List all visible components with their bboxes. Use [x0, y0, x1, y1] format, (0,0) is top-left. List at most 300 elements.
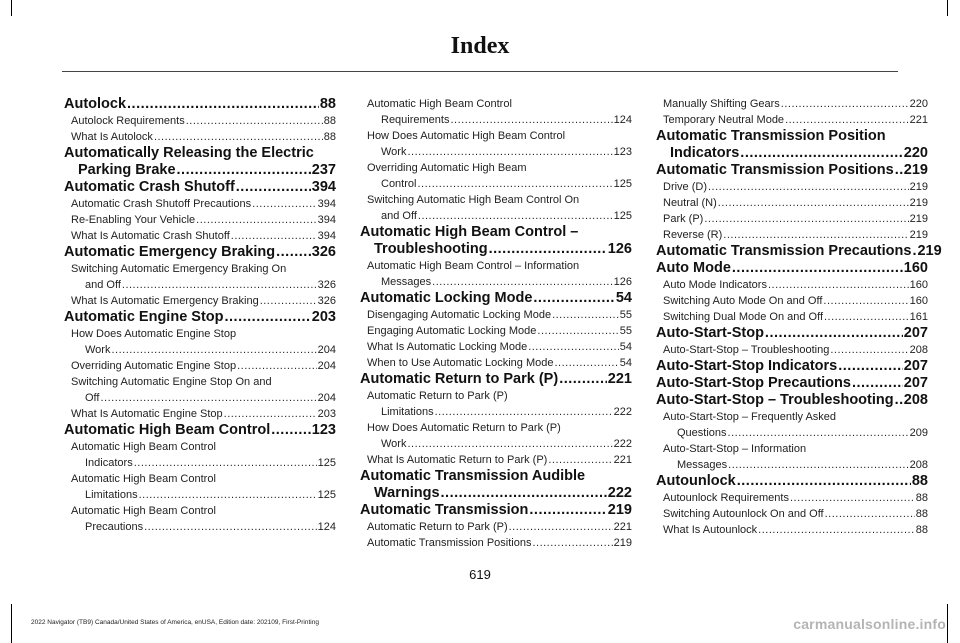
- entry-text: Auto-Start-Stop: [656, 325, 764, 341]
- index-subentry: [64, 212, 336, 228]
- index-heading: [656, 358, 928, 375]
- entry-page: 160: [903, 260, 928, 276]
- entry-line: [64, 96, 336, 113]
- dot-leader: [548, 452, 612, 468]
- index-subentry: [656, 277, 928, 293]
- entry-text: Automatic Return to Park (P): [360, 371, 559, 387]
- entry-page: 220: [909, 98, 928, 110]
- index-heading: [360, 468, 632, 502]
- dot-leader: [912, 243, 916, 260]
- entry-page: 222: [607, 485, 632, 501]
- index-subentry: [360, 258, 632, 290]
- index-subentry: [360, 339, 632, 355]
- entry-line: [663, 425, 928, 441]
- index-heading: [64, 244, 336, 261]
- dot-leader: [489, 241, 607, 258]
- entry-line: [663, 96, 928, 112]
- header-rule: [62, 71, 898, 72]
- entry-line: [360, 241, 632, 258]
- entry-text: Limitations: [85, 489, 138, 501]
- entry-first-line: Overriding Automatic High Beam: [367, 162, 527, 174]
- dot-leader: [768, 277, 909, 293]
- entry-text: Autolock: [64, 96, 127, 112]
- entry-line: [663, 342, 928, 358]
- index-subentry: [360, 420, 632, 452]
- entry-line: [64, 309, 336, 326]
- entry-text: Manually Shifting Gears: [663, 98, 780, 110]
- entry-page: 221: [607, 371, 632, 387]
- entry-page: 125: [317, 457, 336, 469]
- entry-text: Auto Mode Indicators: [663, 279, 767, 291]
- entry-line: [663, 179, 928, 195]
- entry-line: [71, 196, 336, 212]
- index-subentry: [656, 309, 928, 325]
- entry-text: Precautions: [85, 521, 144, 533]
- entry-line: [656, 392, 928, 409]
- dot-leader: [895, 392, 903, 409]
- index-subentry: [656, 441, 928, 473]
- entry-line: [367, 208, 632, 224]
- entry-page: 124: [613, 114, 632, 126]
- entry-line: [663, 309, 928, 325]
- entry-line: [367, 339, 632, 355]
- entry-first-line: Auto-Start-Stop – Information: [663, 443, 807, 455]
- watermark: carmanualsonline.info: [793, 616, 946, 632]
- entry-line: [360, 485, 632, 502]
- entry-line: [360, 371, 632, 388]
- dot-leader: [111, 342, 316, 358]
- entry-page: 126: [607, 241, 632, 257]
- entry-first-line: Automatically Releasing the Electric: [64, 145, 314, 161]
- entry-first-line: Switching Automatic Emergency Braking On: [71, 263, 287, 275]
- entry-page: 207: [903, 325, 928, 341]
- entry-text: Temporary Neutral Mode: [663, 114, 785, 126]
- dot-leader: [758, 522, 915, 538]
- entry-page: 208: [903, 392, 928, 408]
- dot-leader: [450, 112, 612, 128]
- index-heading: [656, 128, 928, 162]
- index-subentry: [360, 323, 632, 339]
- entry-page: 222: [613, 438, 632, 450]
- entry-line: [64, 244, 336, 261]
- entry-text: Engaging Automatic Locking Mode: [367, 325, 537, 337]
- entry-page: 208: [909, 459, 928, 471]
- entry-line: [71, 342, 336, 358]
- entry-page: 204: [317, 360, 336, 372]
- index-subentry: [64, 196, 336, 212]
- entry-page: 88: [915, 524, 928, 536]
- dot-leader: [708, 179, 909, 195]
- entry-line: [663, 227, 928, 243]
- index-heading: [656, 162, 928, 179]
- dot-leader: [252, 196, 316, 212]
- entry-page: 207: [903, 358, 928, 374]
- entry-text: Overriding Automatic Engine Stop: [71, 360, 237, 372]
- entry-first-line: Automatic Transmission Audible: [360, 468, 586, 484]
- entry-page: 161: [909, 311, 928, 323]
- dot-leader: [134, 455, 317, 471]
- entry-text: Neutral (N): [663, 197, 717, 209]
- dot-leader: [781, 96, 909, 112]
- entry-page: 125: [317, 489, 336, 501]
- entry-text: Limitations: [381, 406, 434, 418]
- entry-page: 160: [909, 295, 928, 307]
- entry-page: 55: [619, 325, 632, 337]
- entry-page: 219: [909, 181, 928, 193]
- dot-leader: [224, 406, 317, 422]
- index-heading: [64, 422, 336, 439]
- entry-page: 208: [909, 344, 928, 356]
- entry-line: [656, 358, 928, 375]
- entry-line: [367, 404, 632, 420]
- index-subentry: [360, 452, 632, 468]
- index-subentry: [656, 342, 928, 358]
- entry-text: Indicators: [670, 145, 740, 161]
- entry-page: 203: [317, 408, 336, 420]
- entry-text: Automatic Transmission Positions: [656, 162, 894, 178]
- dot-leader: [260, 293, 317, 309]
- entry-text: Messages: [381, 276, 432, 288]
- page-number: 619: [469, 567, 491, 582]
- index-subentry: [64, 293, 336, 309]
- index-heading: [64, 96, 336, 113]
- entry-text: Switching Dual Mode On and Off: [663, 311, 823, 323]
- entry-text: Work: [85, 344, 111, 356]
- index-subentry: [656, 227, 928, 243]
- entry-line: [656, 260, 928, 277]
- entry-page: 125: [613, 210, 632, 222]
- dot-leader: [407, 436, 612, 452]
- index-subentry: [360, 192, 632, 224]
- entry-line: [367, 176, 632, 192]
- entry-line: [64, 162, 336, 179]
- index-subentry: [64, 228, 336, 244]
- entry-page: 54: [615, 290, 632, 306]
- index-heading: [656, 375, 928, 392]
- dot-leader: [852, 375, 903, 392]
- entry-text: Work: [381, 438, 407, 450]
- entry-text: Automatic Engine Stop: [64, 309, 224, 325]
- index-heading: [656, 243, 942, 260]
- index-subentry: [656, 490, 928, 506]
- dot-leader: [127, 96, 319, 113]
- entry-page: 219: [909, 197, 928, 209]
- entry-line: [367, 323, 632, 339]
- entry-text: Park (P): [663, 213, 704, 225]
- entry-line: [663, 211, 928, 227]
- index-subentry: [656, 506, 928, 522]
- index-heading: [360, 224, 632, 258]
- index-subentry: [64, 503, 336, 535]
- entry-page: 126: [613, 276, 632, 288]
- dot-leader: [231, 228, 317, 244]
- entry-page: 54: [619, 341, 632, 353]
- dot-leader: [554, 355, 618, 371]
- entry-line: [71, 455, 336, 471]
- entry-line: [656, 243, 942, 260]
- index-subentry: [64, 374, 336, 406]
- entry-text: Troubleshooting: [374, 241, 488, 257]
- entry-first-line: Automatic Transmission Position: [656, 128, 886, 144]
- entry-line: [71, 113, 336, 129]
- entry-line: [663, 112, 928, 128]
- entry-page: 124: [317, 521, 336, 533]
- entry-line: [71, 212, 336, 228]
- entry-text: Re-Enabling Your Vehicle: [71, 214, 196, 226]
- entry-line: [71, 406, 336, 422]
- index-heading: [656, 392, 928, 409]
- dot-leader: [177, 162, 311, 179]
- entry-page: 221: [909, 114, 928, 126]
- entry-line: [656, 145, 928, 162]
- entry-first-line: How Does Automatic Engine Stop: [71, 328, 237, 340]
- entry-page: 219: [909, 213, 928, 225]
- entry-first-line: Automatic High Beam Control: [71, 505, 216, 517]
- entry-page: 203: [311, 309, 336, 325]
- entry-page: 219: [903, 162, 928, 178]
- entry-line: [64, 179, 336, 196]
- entry-line: [367, 535, 632, 551]
- entry-first-line: Automatic High Beam Control: [71, 441, 216, 453]
- page-title: Index: [450, 33, 510, 59]
- entry-line: [64, 422, 336, 439]
- entry-first-line: How Does Automatic Return to Park (P): [367, 422, 561, 434]
- entry-text: Messages: [677, 459, 728, 471]
- entry-page: 125: [613, 178, 632, 190]
- crop-mark-bottom-left: [11, 604, 12, 643]
- entry-text: Indicators: [85, 457, 133, 469]
- entry-line: [656, 375, 928, 392]
- entry-page: 222: [613, 406, 632, 418]
- index-subentry: [64, 326, 336, 358]
- entry-first-line: Auto-Start-Stop – Frequently Asked: [663, 411, 837, 423]
- entry-text: Auto-Start-Stop – Troubleshooting: [663, 344, 830, 356]
- entry-page: 88: [319, 96, 336, 112]
- entry-line: [656, 473, 928, 490]
- entry-first-line: How Does Automatic High Beam Control: [367, 130, 566, 142]
- entry-text: Switching Autounlock On and Off: [663, 508, 824, 520]
- entry-text: What Is Automatic Engine Stop: [71, 408, 223, 420]
- dot-leader: [532, 535, 612, 551]
- entry-text: Automatic Transmission Positions: [367, 537, 532, 549]
- entry-text: Parking Brake: [78, 162, 176, 178]
- entry-line: [663, 195, 928, 211]
- entry-line: [367, 274, 632, 290]
- index-subentry: [656, 293, 928, 309]
- index-heading: [656, 260, 928, 277]
- dot-leader: [276, 244, 311, 261]
- dot-leader: [528, 339, 619, 355]
- entry-text: Auto-Start-Stop Precautions: [656, 375, 851, 391]
- index-column-2: [360, 96, 632, 551]
- dot-leader: [237, 358, 317, 374]
- dot-leader: [441, 485, 607, 502]
- index-subentry: [360, 128, 632, 160]
- entry-text: Reverse (R): [663, 229, 723, 241]
- dot-leader: [154, 129, 323, 145]
- entry-first-line: Automatic High Beam Control: [71, 473, 216, 485]
- entry-text: Autounlock Requirements: [663, 492, 789, 504]
- dot-leader: [838, 358, 903, 375]
- dot-leader: [559, 371, 607, 388]
- entry-text: Auto Mode: [656, 260, 731, 276]
- dot-leader: [418, 208, 613, 224]
- entry-text: When to Use Automatic Locking Mode: [367, 357, 554, 369]
- entry-line: [71, 129, 336, 145]
- dot-leader: [529, 502, 606, 519]
- entry-line: [71, 293, 336, 309]
- index-subentry: [64, 113, 336, 129]
- entry-line: [71, 358, 336, 374]
- entry-page: 237: [311, 162, 336, 178]
- entry-text: Off: [85, 392, 100, 404]
- entry-page: 326: [317, 295, 336, 307]
- entry-text: What Is Automatic Emergency Braking: [71, 295, 259, 307]
- entry-page: 88: [323, 115, 336, 127]
- entry-first-line: Automatic High Beam Control –: [360, 224, 579, 240]
- dot-leader: [435, 404, 613, 420]
- entry-text: Automatic Transmission Precautions: [656, 243, 912, 259]
- index-subentry: [64, 471, 336, 503]
- entry-page: 123: [613, 146, 632, 158]
- index-subentry: [656, 211, 928, 227]
- entry-line: [360, 502, 632, 519]
- dot-leader: [790, 490, 915, 506]
- dot-leader: [740, 145, 903, 162]
- entry-page: 394: [311, 179, 336, 195]
- crop-mark-top-right: [947, 0, 948, 16]
- entry-line: [656, 162, 928, 179]
- index-subentry: [656, 179, 928, 195]
- entry-page: 55: [619, 309, 632, 321]
- dot-leader: [236, 179, 311, 196]
- index-subentry: [656, 112, 928, 128]
- entry-text: Requirements: [381, 114, 450, 126]
- entry-text: and Off: [381, 210, 417, 222]
- entry-first-line: Switching Automatic Engine Stop On and: [71, 376, 272, 388]
- entry-first-line: Automatic High Beam Control: [367, 98, 512, 110]
- entry-text: and Off: [85, 279, 121, 291]
- entry-line: [360, 290, 632, 307]
- entry-text: Work: [381, 146, 407, 158]
- index-heading: [360, 371, 632, 388]
- dot-leader: [144, 519, 317, 535]
- index-subentry: [656, 96, 928, 112]
- dot-leader: [432, 274, 613, 290]
- entry-line: [71, 228, 336, 244]
- dot-leader: [100, 390, 316, 406]
- dot-leader: [407, 144, 612, 160]
- entry-page: 88: [911, 473, 928, 489]
- entry-line: [367, 355, 632, 371]
- index-subentry: [360, 535, 632, 551]
- index-heading: [656, 325, 928, 342]
- entry-text: Automatic Emergency Braking: [64, 244, 276, 260]
- index-heading: [64, 145, 336, 179]
- entry-page: 88: [915, 508, 928, 520]
- dot-leader: [823, 293, 908, 309]
- index-column-1: [64, 96, 336, 535]
- entry-line: [367, 436, 632, 452]
- entry-first-line: Automatic Return to Park (P): [367, 390, 508, 402]
- dot-leader: [704, 211, 908, 227]
- index-column-3: [656, 96, 942, 538]
- dot-leader: [728, 425, 909, 441]
- dot-leader: [723, 227, 908, 243]
- entry-text: Autounlock: [656, 473, 736, 489]
- dot-leader: [824, 309, 909, 325]
- entry-text: What Is Automatic Return to Park (P): [367, 454, 548, 466]
- entry-text: Automatic High Beam Control: [64, 422, 271, 438]
- entry-page: 219: [909, 229, 928, 241]
- entry-line: [663, 277, 928, 293]
- crop-mark-bottom-right: [947, 604, 948, 643]
- entry-line: [663, 457, 928, 473]
- entry-page: 394: [317, 198, 336, 210]
- crop-mark-top-left: [11, 0, 12, 16]
- index-heading: [64, 179, 336, 196]
- entry-page: 219: [917, 243, 942, 259]
- index-subentry: [64, 439, 336, 471]
- dot-leader: [225, 309, 311, 326]
- dot-leader: [552, 307, 619, 323]
- index-subentry: [360, 355, 632, 371]
- dot-leader: [785, 112, 909, 128]
- entry-page: 209: [909, 427, 928, 439]
- entry-page: 54: [619, 357, 632, 369]
- entry-text: Control: [381, 178, 417, 190]
- entry-text: Switching Auto Mode On and Off: [663, 295, 823, 307]
- index-heading: [64, 309, 336, 326]
- entry-line: [367, 307, 632, 323]
- index-subentry: [656, 409, 928, 441]
- entry-text: Automatic Locking Mode: [360, 290, 533, 306]
- entry-text: Auto-Start-Stop – Troubleshooting: [656, 392, 894, 408]
- entry-page: 204: [317, 392, 336, 404]
- index-subentry: [360, 96, 632, 128]
- entry-line: [663, 506, 928, 522]
- entry-page: 219: [607, 502, 632, 518]
- entry-line: [71, 390, 336, 406]
- index-heading: [360, 502, 632, 519]
- entry-page: 219: [613, 537, 632, 549]
- index-subentry: [656, 195, 928, 211]
- dot-leader: [196, 212, 316, 228]
- dot-leader: [271, 422, 311, 439]
- entry-text: Auto-Start-Stop Indicators: [656, 358, 838, 374]
- dot-leader: [537, 323, 618, 339]
- entry-line: [71, 487, 336, 503]
- entry-first-line: Automatic High Beam Control – Information: [367, 260, 580, 272]
- dot-leader: [728, 457, 909, 473]
- entry-line: [663, 293, 928, 309]
- index-subentry: [64, 406, 336, 422]
- entry-page: 207: [903, 375, 928, 391]
- entry-page: 394: [317, 214, 336, 226]
- entry-line: [367, 452, 632, 468]
- dot-leader: [718, 195, 909, 211]
- index-heading: [360, 290, 632, 307]
- dot-leader: [825, 506, 915, 522]
- dot-leader: [509, 519, 613, 535]
- entry-text: What Is Automatic Crash Shutoff: [71, 230, 230, 242]
- dot-leader: [895, 162, 903, 179]
- dot-leader: [139, 487, 317, 503]
- index-subentry: [360, 519, 632, 535]
- entry-text: What Is Autounlock: [663, 524, 758, 536]
- entry-page: 204: [317, 344, 336, 356]
- index-subentry: [360, 388, 632, 420]
